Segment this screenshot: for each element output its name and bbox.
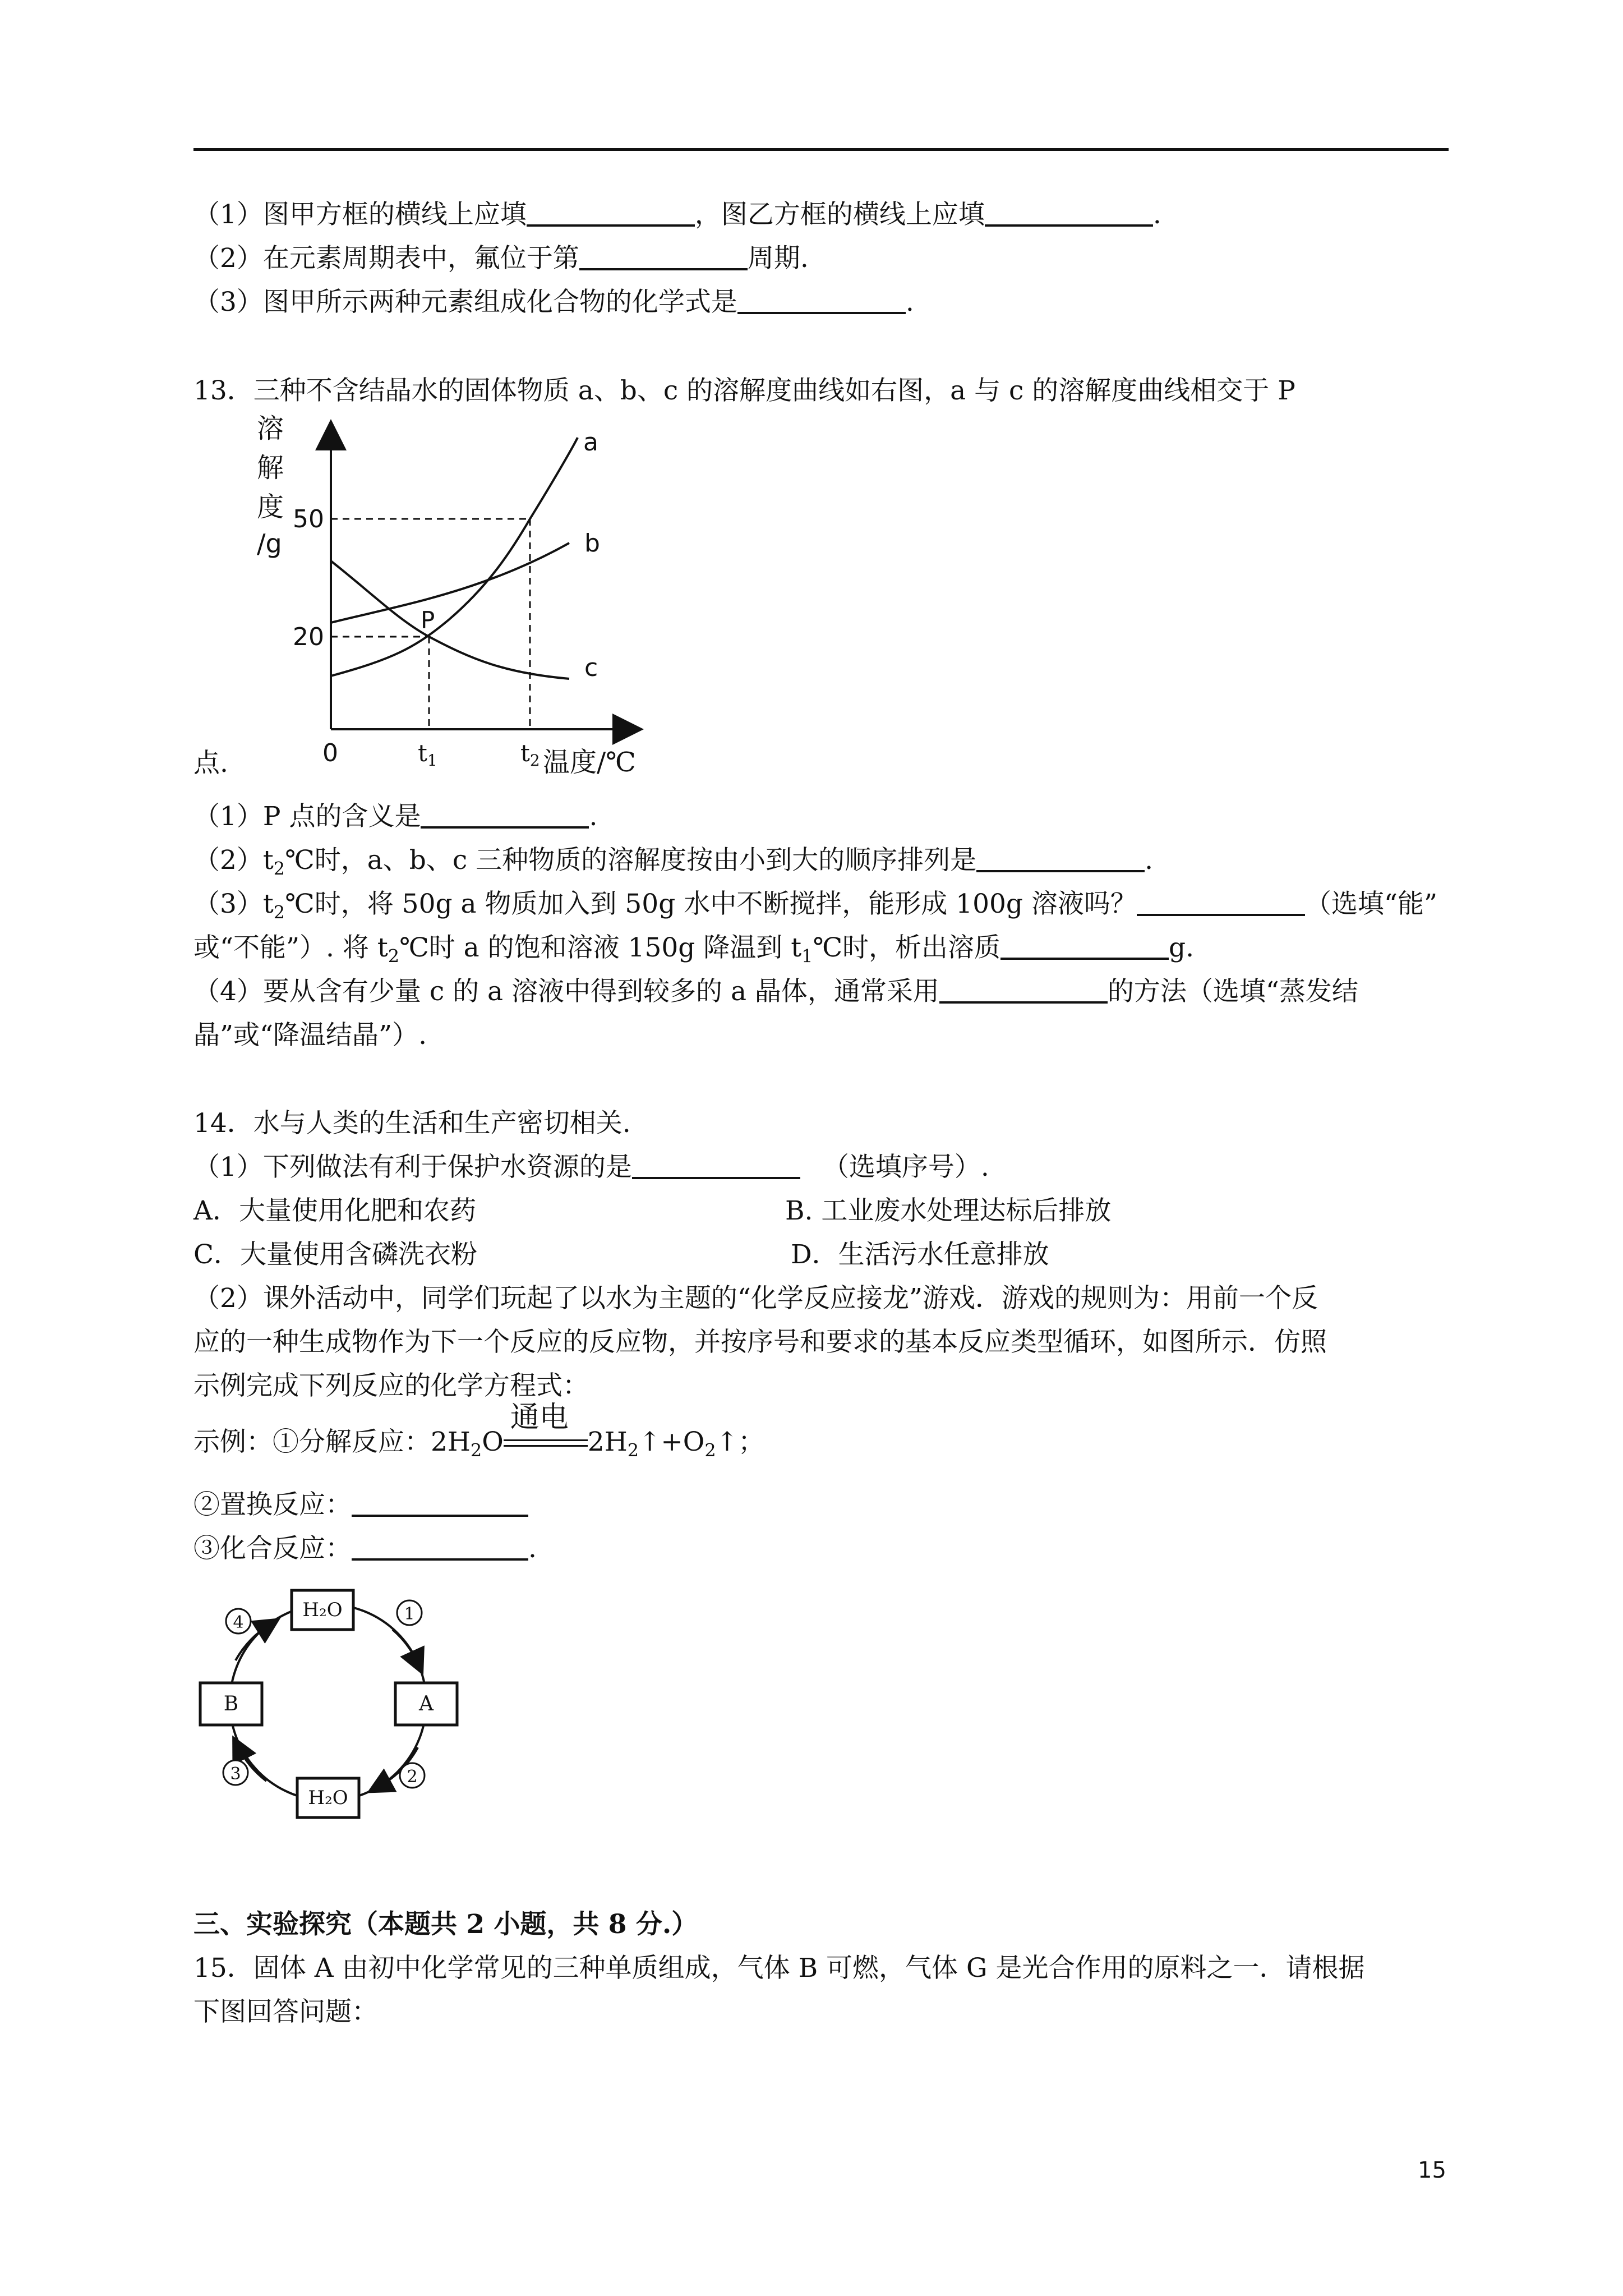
answer-blank[interactable] bbox=[1137, 888, 1305, 916]
q14-part2-line1: （2）课外活动中，同学们玩起了以水为主题的“化学反应接龙”游戏．游戏的规则为：用前一个反 bbox=[193, 1283, 1318, 1314]
arrow-1 bbox=[393, 1630, 418, 1663]
answer-blank[interactable] bbox=[352, 1533, 528, 1561]
answer-blank[interactable] bbox=[352, 1489, 528, 1517]
reaction-2: ②置换反应： bbox=[193, 1488, 528, 1522]
q14-part1: （1）下列做法有利于保护水资源的是 （选填序号）. bbox=[193, 1152, 989, 1182]
q14-part2-line2: 应的一种生成物作为下一个反应的反应物，并按序号和要求的基本反应类型循环，如图所示．仿照 bbox=[193, 1327, 1327, 1358]
option-a: A．大量使用化肥和农药 bbox=[193, 1195, 476, 1226]
curve-a-label: a bbox=[583, 428, 598, 457]
page-number: 15 bbox=[1418, 2157, 1446, 2183]
y-label-2: 解 bbox=[257, 452, 284, 484]
solubility-graph bbox=[247, 412, 651, 783]
reaction-3: ③化合反应： . bbox=[193, 1533, 537, 1564]
tick-t2: t2 bbox=[520, 739, 540, 770]
q13-part4: （4）要从含有少量 c 的 a 溶液中得到较多的 a 晶体，通常采用 的方法（选填“蒸发结 bbox=[193, 976, 1358, 1007]
box-right-label: A bbox=[419, 1692, 434, 1715]
q15-line1: 15．固体 A 由初中化学常见的三种单质组成，气体 B 可燃，气体 G 是光合作用的原料之一．请根据 bbox=[193, 1953, 1365, 1984]
answer-blank[interactable] bbox=[976, 844, 1145, 872]
header-rule bbox=[193, 148, 1449, 151]
step-4-label: 4 bbox=[233, 1613, 244, 1632]
q13-stem-end: 点. bbox=[193, 748, 228, 779]
answer-blank[interactable] bbox=[421, 800, 589, 829]
q13-part1: （1）P 点的含义是 . bbox=[193, 801, 598, 832]
answer-blank[interactable] bbox=[527, 199, 695, 227]
tick-20: 20 bbox=[293, 623, 324, 651]
y-label-3: 度 bbox=[257, 491, 284, 523]
section-heading: 三、实验探究（本题共 2 小题，共 8 分.） bbox=[193, 1909, 698, 1940]
point-p-label: P bbox=[421, 606, 435, 634]
q14-part2-line3: 示例完成下列反应的化学方程式： bbox=[193, 1370, 589, 1401]
origin-label: 0 bbox=[322, 739, 338, 767]
q13-part3: $(3)t_2℃$时，将 50g a 物质加入到 50g 水中不断搅拌，能形成 100g 溶液吗？ （选填“能” bbox=[193, 889, 1437, 923]
option-b: B. 工业废水处理达标后排放 bbox=[785, 1195, 1112, 1226]
option-c: C．大量使用含磷洗衣粉 bbox=[193, 1239, 477, 1270]
box-top-label: H₂O bbox=[302, 1599, 343, 1621]
q13-part4-line2: 晶”或“降温结晶”）. bbox=[193, 1020, 427, 1051]
example-equation: 示例：①分解反应：$2H_2O$ 通电 $2H_2↑+O_2↑$； bbox=[193, 1401, 765, 1461]
y-label-4: /g bbox=[257, 528, 282, 559]
tick-50: 50 bbox=[293, 505, 324, 533]
step-3-label: 3 bbox=[230, 1764, 241, 1784]
box-bottom-label: H₂O bbox=[308, 1787, 348, 1809]
q12-line2: （2）在元素周期表中，氟位于第 周期. bbox=[193, 243, 809, 274]
answer-blank[interactable] bbox=[632, 1151, 800, 1179]
q12-line1: （1）图甲方框的横线上应填 ，图乙方框的横线上应填 . bbox=[193, 199, 1161, 230]
answer-blank[interactable] bbox=[939, 976, 1108, 1004]
answer-blank[interactable] bbox=[737, 286, 906, 314]
box-left-label: B bbox=[223, 1692, 239, 1715]
answer-blank[interactable] bbox=[1000, 932, 1169, 960]
x-axis-label: 温度/℃ bbox=[543, 747, 636, 778]
curve-b bbox=[331, 543, 569, 623]
answer-blank[interactable] bbox=[985, 199, 1153, 227]
q12-line3: （3）图甲所示两种元素组成化合物的化学式是 . bbox=[193, 287, 914, 318]
q13-part3-line2: 或“不能”）. 将 $t_2℃$时 a 的饱和溶液 150g 降温到 $t_1℃$时，析出溶质 g. bbox=[193, 932, 1195, 967]
y-label-1: 溶 bbox=[257, 413, 284, 444]
q13-stem: 13．三种不含结晶水的固体物质 a、b、c 的溶解度曲线如右图，a 与 c 的溶解度曲线相交于 P bbox=[193, 375, 1295, 406]
answer-blank[interactable] bbox=[579, 242, 748, 270]
reaction-condition: 通电 bbox=[504, 1433, 588, 1455]
step-2-label: 2 bbox=[407, 1767, 418, 1787]
step-1-label: 1 bbox=[404, 1604, 415, 1624]
tick-t1: t1 bbox=[418, 739, 437, 770]
q15-line2: 下图回答问题： bbox=[193, 1996, 378, 2027]
q13-part2: $(2)t_2℃$时，a、b、c 三种物质的溶解度按由小到大的顺序排列是 . bbox=[193, 845, 1154, 880]
curve-c-label: c bbox=[584, 654, 598, 682]
curve-b-label: b bbox=[584, 529, 600, 558]
reaction-cycle-diagram bbox=[193, 1579, 463, 1832]
q14-stem: 14．水与人类的生活和生产密切相关. bbox=[193, 1108, 631, 1139]
option-d: D．生活污水任意排放 bbox=[791, 1239, 1049, 1270]
